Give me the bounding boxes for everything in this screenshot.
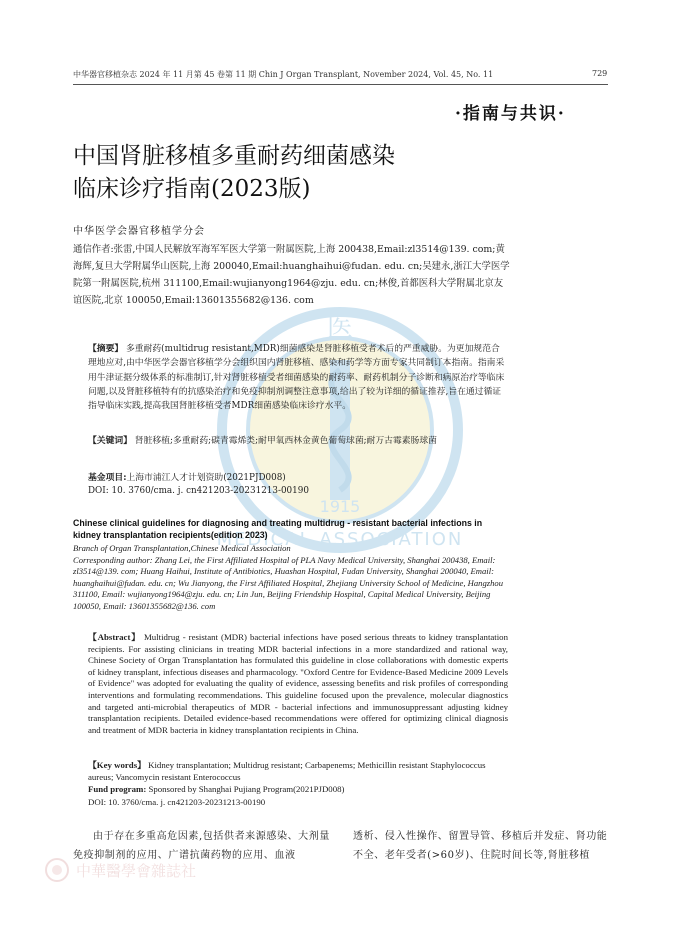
keywords-cn-label: 【关键词】 bbox=[88, 436, 132, 446]
english-abstract-text: Multidrug - resistant (MDR) bacterial infections have posed serious threats to kidney transplantation recipients. For assisting clinicians in treating MDR bacterial infections in a more standardized and rational way, Chinese Society of Organ Transplantation has formulated this guideline in close collaborations with domestic experts of kidney transplant, infectious diseases and pharmacology. "Oxford Centre for Evidence-Based Medicine 2009 Levels of Evidence" was adopted for evaluating the quality of evidence, assessing benefits and risk profiles of corresponding interventions and formulating recommendations. This guideline focused upon the prevalence, molecular diagnostics and targeted anti-microbial therapeutics of MDR - bacterial infections and immunosuppressant adjusting kidney transplantation recipients. Detailed evidence-based recommendations were offered for optimizing clinical diagnosis and treatment of MDR bacteria in kidney transplantation recipients in China. bbox=[88, 632, 508, 735]
article-title-line1: 中国肾脏移植多重耐药细菌感染 bbox=[73, 143, 395, 169]
article-title-line2: 临床诊疗指南(2023版) bbox=[73, 176, 311, 202]
english-title: Chinese clinical guidelines for diagnosing and treating multidrug - resistant bacterial infections in kidney transplantation recipients(edition 2023) bbox=[73, 518, 483, 540]
english-doi: DOI: 10. 3760/cma. j. cn421203-20231213-00190 bbox=[88, 797, 266, 807]
english-corresponding: Corresponding author: Zhang Lei, the First Affiliated Hospital of PLA Navy Medical University, Shanghai 200438, Email: zl3514@139. com; Huang Haihui, Institute of Antibiotics, Huashan Hospital, Fudan University, Shanghai 200040, Email: huanghaihui@fudan. edu. cn; Wu Jianyong, the First Affiliated Hospital, Zhejiang University School of Medicine, Hangzhou 311100, Email: wujianyong1964@zju. edu. cn; Lin Jun, Beijing Friendship Hospital, Capital Medical University, Beijing 100050, Email: 13601355682@136. com bbox=[73, 554, 503, 611]
keywords-cn bbox=[88, 434, 506, 448]
fund-cn-label: 基金项目: bbox=[88, 473, 127, 483]
english-abstract-label: 【Abstract】 bbox=[88, 632, 141, 642]
section-label: ·指南与共识· bbox=[455, 104, 566, 124]
seal-bottom-text: MEDICAL ASSOCIATION bbox=[216, 529, 464, 550]
body-text-left: 由于存在多重高危因素,包括供者来源感染、大剂量免疫抑制剂的应用、广谱抗菌药物的应用、血液 bbox=[73, 831, 330, 861]
body-text-right: 透析、侵入性操作、留置导管、移植后并发症、肾功能不全、老年受者(>60岁)、住院时间长等,肾脏移植 bbox=[353, 831, 608, 861]
header-rule bbox=[73, 84, 608, 85]
english-fund-text: Sponsored by Shanghai Pujiang Program(2021PJD008) bbox=[146, 784, 345, 794]
fund-cn bbox=[88, 470, 286, 483]
seal-year: 1915 bbox=[319, 497, 361, 516]
doi-cn: DOI: 10. 3760/cma. j. cn421203-20231213-00190 bbox=[88, 486, 309, 496]
english-fund bbox=[88, 784, 344, 794]
keywords-cn-text: 肾脏移植;多重耐药;碳青霉烯类;耐甲氧西林金黄色葡萄球菌;耐万古霉素肠球菌 bbox=[132, 436, 437, 446]
abstract-cn bbox=[88, 342, 506, 413]
english-authors bbox=[73, 543, 511, 613]
seal-top-char: 医 bbox=[326, 313, 354, 343]
corresponding-authors-cn: 通信作者:张雷,中国人民解放军海军军医大学第一附属医院,上海 200438,Email:zl3514@139. com;黄海辉,复旦大学附属华山医院,上海 200040,Email:huanghaihui@fudan. edu. cn;吴建永,浙江大学医学院第一附属医院,杭州 311100,Email:wujianyong1964@zju. edu. cn;林俊,首都医科大学附属北京友谊医院,北京 100050,Email:13601355682@136. com bbox=[73, 244, 510, 306]
journal-header: 中华器官移植杂志 2024 年 11 月第 45 卷第 11 期 Chin J Organ Transplant, November 2024, Vol. 45, No. 11 bbox=[73, 70, 494, 79]
publisher-logo-text: 中華醫學會雜誌社 bbox=[76, 862, 197, 880]
fund-cn-text: 上海市浦江人才计划资助(2021PJD008) bbox=[126, 473, 286, 483]
abstract-cn-label: 【摘要】 bbox=[88, 344, 124, 354]
english-keywords-label: 【Key words】 bbox=[88, 760, 146, 770]
abstract-cn-text: 多重耐药(multidrug resistant,MDR)细菌感染是肾脏移植受者术后的严重威胁。为更加规范合理地应对,由中华医学会器官移植学分会组织国内肾脏移植、感染和药学等方面专家共同制订本指南。指南采用牛津证据分级体系的标准制订,针对肾脏移植受者细菌感染的耐药率、耐药机制分子诊断和病原治疗等临床问题,以及肾脏移植特有的抗感染治疗和免疫抑制剂调整注意事项,给出了较为详细的循证推荐,旨在通过循证指导临床实践,提高我国肾脏移植受者MDR细菌感染临床诊疗水平。 bbox=[88, 344, 505, 412]
english-keywords bbox=[88, 760, 508, 783]
english-keywords-text: Kidney transplantation; Multidrug resistant; Carbapenems; Methicillin resistant Staphylococcus aureus; Vancomycin resistant Enterococcus bbox=[88, 760, 486, 782]
author-organization: 中华医学会器官移植学分会 bbox=[73, 226, 205, 237]
english-abstract bbox=[88, 632, 508, 736]
english-branch: Branch of Organ Transplantation,Chinese Medical Association bbox=[73, 543, 291, 553]
publisher-logo-watermark bbox=[44, 857, 254, 883]
page-number: 729 bbox=[592, 69, 608, 78]
english-fund-label: Fund program: bbox=[88, 784, 147, 794]
